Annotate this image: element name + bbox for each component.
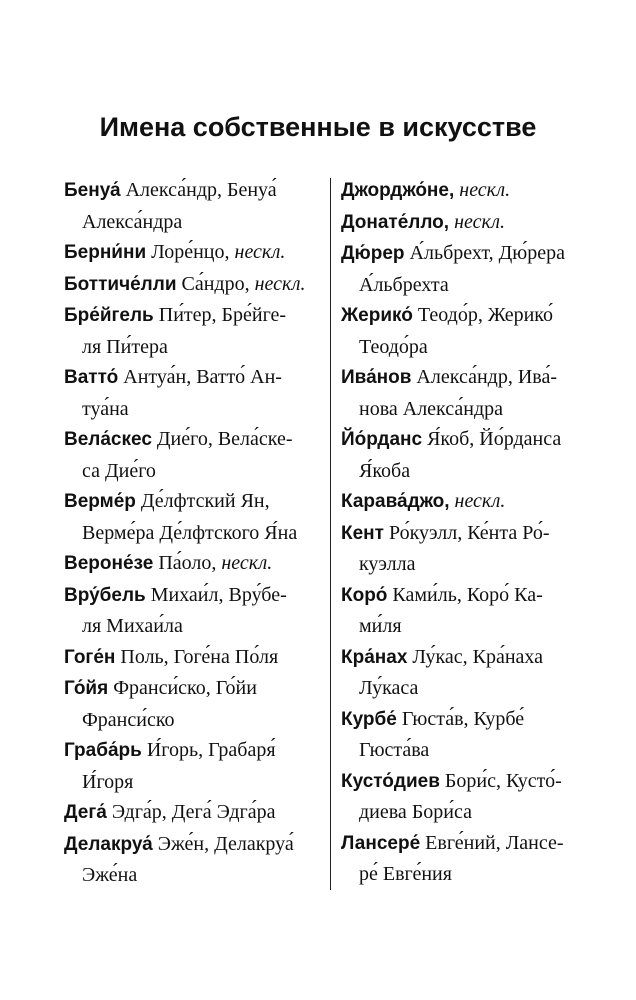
- entry-text: туа́на: [82, 397, 129, 420]
- entry-headword: Бре́йгель: [64, 305, 154, 326]
- entry-continuation-line: [64, 705, 326, 736]
- entry-note: нескл.: [254, 272, 306, 295]
- entry-continuation-line: [64, 332, 326, 363]
- dictionary-entry: [341, 580, 603, 642]
- entry-first-line: [64, 300, 326, 332]
- dictionary-entry: [341, 828, 603, 890]
- dictionary-entry: [64, 269, 326, 301]
- entry-first-line: [341, 175, 603, 207]
- entry-first-line: [341, 424, 603, 456]
- entry-first-line: [64, 175, 326, 207]
- entry-text: Гюста́ва: [359, 739, 430, 761]
- entry-continuation-line: [64, 456, 326, 487]
- entry-first-line: [341, 238, 603, 270]
- entry-continuation-line: [341, 270, 603, 301]
- entry-text: И́горя: [82, 770, 134, 793]
- entry-headword: Бенуа́: [64, 180, 121, 201]
- entry-text: нова Алекса́ндра: [359, 397, 504, 420]
- dictionary-entry: [64, 424, 326, 486]
- entry-first-line: [341, 704, 603, 736]
- entry-headword: Гоге́н: [64, 646, 116, 668]
- entry-text: Лу́каса: [359, 677, 419, 699]
- entry-text: ре́ Евге́ния: [359, 863, 452, 885]
- entry-first-line: [64, 362, 326, 394]
- entry-text: Гюста́в, Курбе́: [396, 707, 525, 730]
- entry-text: Па́оло,: [153, 552, 222, 574]
- entry-text: Эже́на: [82, 864, 138, 886]
- entry-headword: Лансере́: [341, 832, 421, 854]
- entry-first-line: [341, 828, 603, 860]
- entry-first-line: [64, 642, 326, 674]
- entry-continuation-line: [64, 394, 326, 425]
- entry-first-line: [341, 766, 603, 798]
- entry-headword: Йо́рданс: [341, 429, 423, 450]
- entry-first-line: [64, 673, 326, 705]
- entry-continuation-line: [341, 456, 603, 487]
- entry-continuation-line: [341, 859, 603, 890]
- entry-continuation-line: [341, 394, 603, 425]
- dictionary-entry: [341, 362, 603, 424]
- entry-first-line: [341, 207, 603, 239]
- entry-text: Франси́ско: [82, 708, 175, 731]
- entry-headword: Дега́: [64, 802, 107, 823]
- dictionary-entry: [341, 207, 603, 239]
- dictionary-entry: [341, 642, 603, 704]
- entry-first-line: [341, 300, 603, 332]
- entry-first-line: [64, 548, 326, 580]
- entry-headword: Кент: [341, 522, 384, 544]
- entry-text: Бори́с, Кусто́-: [439, 769, 562, 792]
- entry-text: диева Бори́са: [359, 801, 472, 823]
- entry-headword: Граба́рь: [64, 740, 142, 761]
- entry-first-line: [64, 237, 326, 269]
- entry-text: И́горь, Грабаря́: [141, 739, 276, 761]
- entry-text: А́льбрехта: [359, 273, 449, 296]
- entry-headword: Го́йя: [64, 678, 109, 699]
- dictionary-entry: [64, 548, 326, 580]
- entry-first-line: [64, 424, 326, 456]
- entry-continuation-line: [64, 767, 326, 798]
- entry-first-line: [341, 362, 603, 394]
- entry-text: Эже́н, Делакруа́: [152, 832, 294, 855]
- entry-text: Са́ндро,: [176, 272, 255, 295]
- right-column: [341, 175, 603, 890]
- entry-text: Дие́го, Вела́ске-: [151, 428, 293, 450]
- entry-continuation-line: [341, 673, 603, 704]
- entry-continuation-line: [341, 735, 603, 766]
- page-title: Имена собственные в искусстве: [99, 112, 537, 142]
- entry-text: са Дие́го: [82, 459, 156, 482]
- dictionary-entry: [341, 766, 603, 828]
- entry-continuation-line: [341, 549, 603, 580]
- entry-text: ля Михаи́ла: [82, 615, 183, 637]
- entry-note: нескл.: [221, 552, 273, 574]
- entry-headword: Вероне́зе: [64, 553, 154, 574]
- dictionary-entry: [341, 238, 603, 300]
- entry-note: нескл.: [454, 490, 506, 512]
- entry-headword: Вела́скес: [64, 429, 152, 450]
- entry-text: Я́коба: [359, 459, 411, 482]
- entry-continuation-line: [64, 518, 326, 549]
- entry-text: Лоре́нцо,: [146, 241, 235, 263]
- entry-continuation-line: [64, 860, 326, 891]
- entry-note: нескл.: [234, 241, 286, 263]
- entry-first-line: [64, 486, 326, 518]
- entry-text: Михаи́л, Вру́бе-: [145, 583, 287, 606]
- entry-headword: Донате́лло,: [341, 211, 450, 233]
- entry-text: Верме́ра Де́лфтского Я́на: [82, 521, 298, 544]
- entry-first-line: [64, 580, 326, 612]
- entry-text: Евге́ний, Лансе-: [420, 831, 564, 854]
- entry-first-line: [64, 269, 326, 301]
- entry-headword: Ватто́: [64, 367, 119, 388]
- column-divider: [330, 178, 331, 890]
- entry-continuation-line: [64, 611, 326, 642]
- entry-first-line: [64, 797, 326, 829]
- entry-text: Алекса́ндра: [82, 210, 183, 233]
- dictionary-entry: [341, 424, 603, 486]
- entry-headword: Ива́нов: [341, 367, 412, 388]
- dictionary-entry: [64, 829, 326, 891]
- entry-headword: Кусто́диев: [341, 770, 440, 792]
- entry-headword: Курбе́: [341, 708, 397, 730]
- entry-text: Ками́ль, Коро́ Ка-: [387, 583, 543, 606]
- entry-headword: Боттиче́лли: [64, 273, 177, 295]
- entry-text: ми́ля: [359, 615, 402, 637]
- entry-text: А́льбрехт, Дю́рера: [404, 242, 565, 264]
- entry-headword: Жерико́: [341, 305, 413, 326]
- entry-headword: Делакруа́: [64, 833, 153, 855]
- dictionary-entry: [341, 704, 603, 766]
- dictionary-entry: [64, 237, 326, 269]
- entry-text: Антуа́н, Ватто́ Ан-: [118, 366, 282, 388]
- dictionary-entry: [341, 175, 603, 207]
- entry-text: Теодо́р, Жерико́: [412, 304, 554, 326]
- entry-text: Лу́кас, Кра́наха: [407, 645, 544, 668]
- entry-first-line: [341, 580, 603, 612]
- entry-note: нескл.: [454, 210, 505, 233]
- dictionary-entry: [64, 797, 326, 829]
- entry-headword: Дю́рер: [341, 243, 405, 264]
- entry-continuation-line: [341, 332, 603, 363]
- dictionary-entry: [341, 486, 603, 518]
- entry-text: Эдга́р, Дега́ Эдга́ра: [106, 801, 276, 823]
- entry-continuation-line: [341, 797, 603, 828]
- dictionary-entry: [64, 175, 326, 237]
- dictionary-entry: [64, 300, 326, 362]
- entry-headword: Джорджо́не,: [341, 180, 455, 201]
- dictionary-entry: [341, 300, 603, 362]
- dictionary-entry: [64, 673, 326, 735]
- entry-headword: Карава́джо,: [341, 491, 450, 512]
- dictionary-entry: [64, 642, 326, 674]
- entry-note: нескл.: [459, 179, 511, 201]
- entry-continuation-line: [341, 611, 603, 642]
- entry-text: Я́коб, Йо́рданса: [422, 428, 562, 450]
- entry-first-line: [64, 735, 326, 767]
- entry-first-line: [341, 486, 603, 518]
- entry-text: Теодо́ра: [359, 335, 428, 358]
- entry-headword: Коро́: [341, 584, 388, 606]
- entry-text: Пи́тер, Бре́йге-: [153, 304, 287, 326]
- left-column: [64, 175, 326, 891]
- entry-headword: Верме́р: [64, 491, 136, 512]
- entry-first-line: [341, 642, 603, 674]
- entry-headword: Берни́ни: [64, 242, 147, 263]
- entry-text: Алекса́ндр, Ива́-: [411, 366, 557, 388]
- entry-text: Поль, Гоге́на По́ля: [115, 645, 279, 668]
- dictionary-entry: [64, 580, 326, 642]
- entry-text: Де́лфтский Ян,: [135, 490, 270, 512]
- entry-text: куэлла: [359, 553, 416, 575]
- entry-text: Алекса́ндр, Бенуа́: [120, 179, 277, 201]
- entry-text: Ро́куэлл, Ке́нта Ро́-: [383, 521, 550, 544]
- entry-text: Франси́ско, Го́йи: [108, 677, 257, 699]
- dictionary-entry: [341, 518, 603, 580]
- entry-headword: Кра́нах: [341, 646, 408, 668]
- entry-first-line: [64, 829, 326, 861]
- entry-first-line: [341, 518, 603, 550]
- entry-text: ля Пи́тера: [82, 335, 168, 358]
- entry-headword: Вру́бель: [64, 584, 146, 606]
- dictionary-entry: [64, 735, 326, 797]
- dictionary-entry: [64, 362, 326, 424]
- entry-continuation-line: [64, 207, 326, 238]
- dictionary-entry: [64, 486, 326, 548]
